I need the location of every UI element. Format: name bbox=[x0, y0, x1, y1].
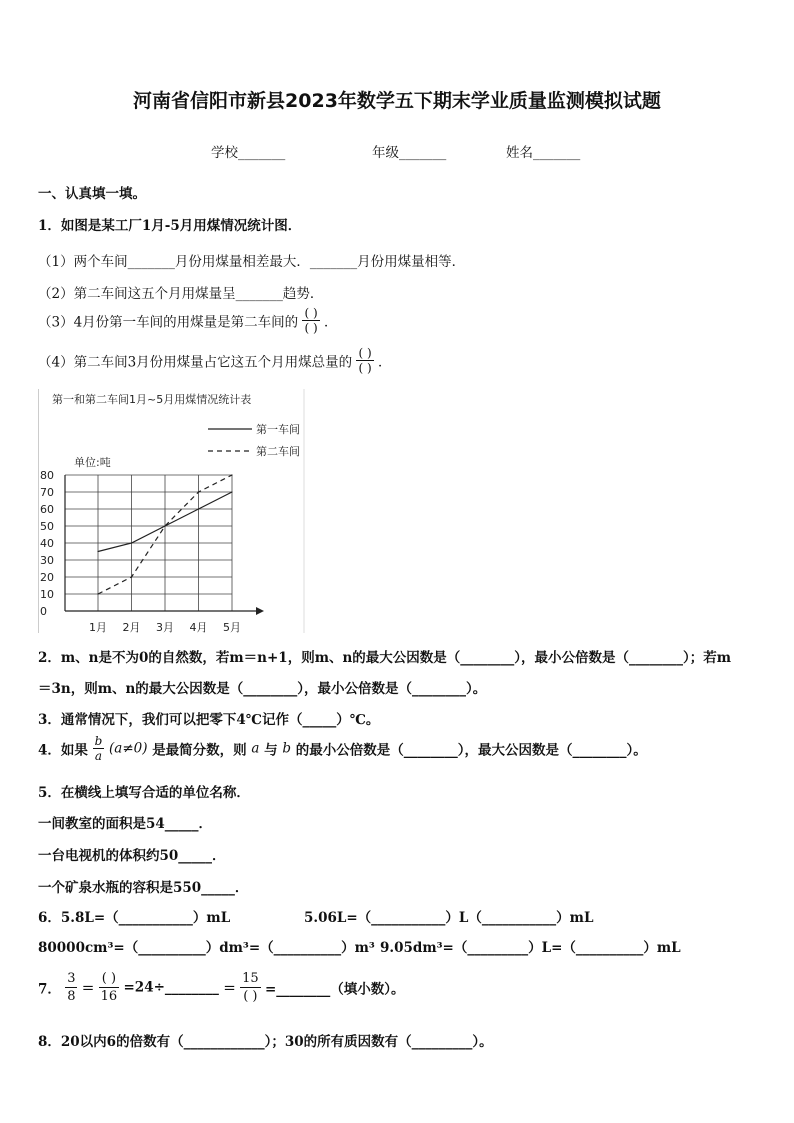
y-tick-label: 0 bbox=[40, 605, 47, 618]
y-tick-label: 80 bbox=[40, 469, 54, 482]
fraction-numerator: 3 bbox=[67, 971, 76, 986]
answer-fraction bbox=[356, 346, 373, 375]
x-tick-label: 1月 bbox=[89, 621, 107, 633]
fraction-numerator: b bbox=[94, 734, 103, 748]
x-tick-label: 5月 bbox=[223, 621, 241, 633]
period: ． bbox=[323, 314, 338, 331]
grade-field[interactable]: 年级_______ bbox=[372, 145, 447, 161]
q4-fraction bbox=[93, 734, 105, 763]
fraction-denominator: a bbox=[94, 749, 103, 763]
fraction-numerator: ( ) bbox=[304, 306, 318, 320]
period: ． bbox=[377, 354, 392, 371]
answer-fraction bbox=[302, 306, 319, 335]
y-tick-label: 20 bbox=[40, 571, 54, 584]
y-tick-label: 70 bbox=[40, 486, 54, 499]
q4-var-a: a bbox=[251, 740, 260, 757]
q4-pre: 4．如果 bbox=[38, 742, 88, 759]
fraction-denominator: 8 bbox=[67, 989, 76, 1004]
x-axis-arrow bbox=[256, 607, 264, 615]
q1-sub4-text: （4）第二车间3月份用煤量占它这五个月用煤总量的 bbox=[38, 354, 353, 371]
q6-a: 6．5.8L=（___________）mL bbox=[38, 910, 231, 926]
q4-post: 的最小公倍数是（________），最大公因数是（________）。 bbox=[295, 742, 647, 759]
q1-sub1: （1）两个车间_______月份用煤量相差最大．_______月份用煤量相等． bbox=[38, 254, 466, 270]
q4 bbox=[38, 734, 647, 763]
q2-line1: 2．m、n是不为0的自然数，若m＝n+1，则m、n的最大公因数是（________），最小公倍数是（________）；若m bbox=[38, 650, 732, 666]
y-tick-label: 60 bbox=[40, 503, 54, 516]
q2-line2: ＝3n，则m、n的最大公因数是（________），最小公倍数是（________）。 bbox=[38, 681, 487, 697]
data-point bbox=[131, 542, 132, 543]
q4-and: 与 bbox=[264, 742, 278, 759]
fraction-denominator: ( ) bbox=[358, 361, 372, 375]
data-point bbox=[97, 593, 98, 594]
equals-sign: = bbox=[223, 978, 236, 997]
q4-mid: 是最简分数，则 bbox=[152, 742, 247, 759]
q7-label: 7． bbox=[38, 981, 61, 998]
q5-line3: 一个矿泉水瓶的容积是550_____． bbox=[38, 880, 249, 896]
data-point bbox=[231, 491, 232, 492]
x-tick-label: 2月 bbox=[122, 621, 141, 633]
chart-axes bbox=[40, 469, 264, 633]
chart-grid bbox=[65, 475, 232, 611]
q4-condition: (a≠0) bbox=[109, 740, 148, 757]
q7-fraction-3 bbox=[240, 970, 261, 1005]
q1-sub3-text: （3）4月份第一车间的用煤量是第二车间的 bbox=[38, 314, 299, 331]
unit-label: 单位:吨 bbox=[74, 456, 111, 469]
fraction-numerator: 15 bbox=[242, 971, 259, 986]
legend-label: 第一车间 bbox=[256, 423, 300, 436]
x-tick-label: 4月 bbox=[189, 621, 208, 633]
q6-b: 5.06L=（___________）L（___________）mL bbox=[304, 910, 594, 926]
q3: 3．通常情况下，我们可以把零下4℃记作（_____）℃。 bbox=[38, 712, 380, 728]
y-tick-label: 50 bbox=[40, 520, 54, 533]
data-point bbox=[97, 551, 98, 552]
q7-fraction-1 bbox=[65, 970, 77, 1005]
equals-sign: = bbox=[81, 978, 95, 997]
y-tick-label: 40 bbox=[40, 537, 54, 550]
y-tick-label: 30 bbox=[40, 554, 54, 567]
q1-sub4 bbox=[38, 346, 391, 375]
q8: 8．20以内6的倍数有（____________）；30的所有质因数有（_________）。 bbox=[38, 1034, 493, 1050]
chart-legend bbox=[208, 422, 300, 458]
q6-c: 80000cm³=（__________）dm³=（__________）m³ bbox=[38, 940, 375, 956]
q4-var-b: b bbox=[282, 740, 292, 757]
school-field[interactable]: 学校_______ bbox=[211, 145, 286, 161]
page-title: 河南省信阳市新县2023年数学五下期末学业质量监测模拟试题 bbox=[133, 90, 661, 112]
fraction-numerator: ( ) bbox=[358, 346, 372, 360]
q1-sub2: （2）第二车间这五个月用煤量呈_______趋势． bbox=[38, 286, 324, 302]
fraction-denominator: 16 bbox=[100, 989, 118, 1004]
fraction-numerator: ( ) bbox=[99, 970, 120, 988]
section-heading: 一、认真填一填。 bbox=[38, 186, 146, 202]
data-point bbox=[231, 474, 232, 475]
q1-sub3 bbox=[38, 306, 337, 335]
chart-svg bbox=[38, 389, 306, 633]
legend-label: 第二车间 bbox=[256, 445, 300, 458]
q7-end: =________（填小数）。 bbox=[264, 981, 405, 998]
fraction-denominator: ( ) bbox=[304, 321, 318, 335]
data-point bbox=[164, 525, 165, 526]
q5-line2: 一台电视机的体积约50_____． bbox=[38, 848, 226, 864]
q5-stem: 5．在横线上填写合适的单位名称． bbox=[38, 785, 250, 801]
q5-line1: 一间教室的面积是54_____． bbox=[38, 816, 213, 832]
data-point bbox=[131, 576, 132, 577]
q7-fraction-2 bbox=[99, 970, 120, 1005]
chart-title: 第一和第二车间1月~5月用煤情况统计表 bbox=[52, 393, 252, 406]
data-point bbox=[198, 491, 199, 492]
data-point bbox=[198, 508, 199, 509]
q1-stem: 1．如图是某工厂1月-5月用煤情况统计图． bbox=[38, 218, 302, 234]
q6-d: 9.05dm³=（_________）L=（__________）mL bbox=[380, 940, 681, 956]
y-tick-label: 10 bbox=[40, 588, 54, 601]
q7-mid: =24÷________ bbox=[123, 979, 219, 996]
fraction-denominator: ( ) bbox=[243, 989, 258, 1004]
q7 bbox=[38, 970, 405, 1005]
x-tick-label: 3月 bbox=[156, 621, 174, 633]
name-field[interactable]: 姓名_______ bbox=[506, 145, 581, 161]
coal-usage-chart bbox=[38, 389, 306, 633]
